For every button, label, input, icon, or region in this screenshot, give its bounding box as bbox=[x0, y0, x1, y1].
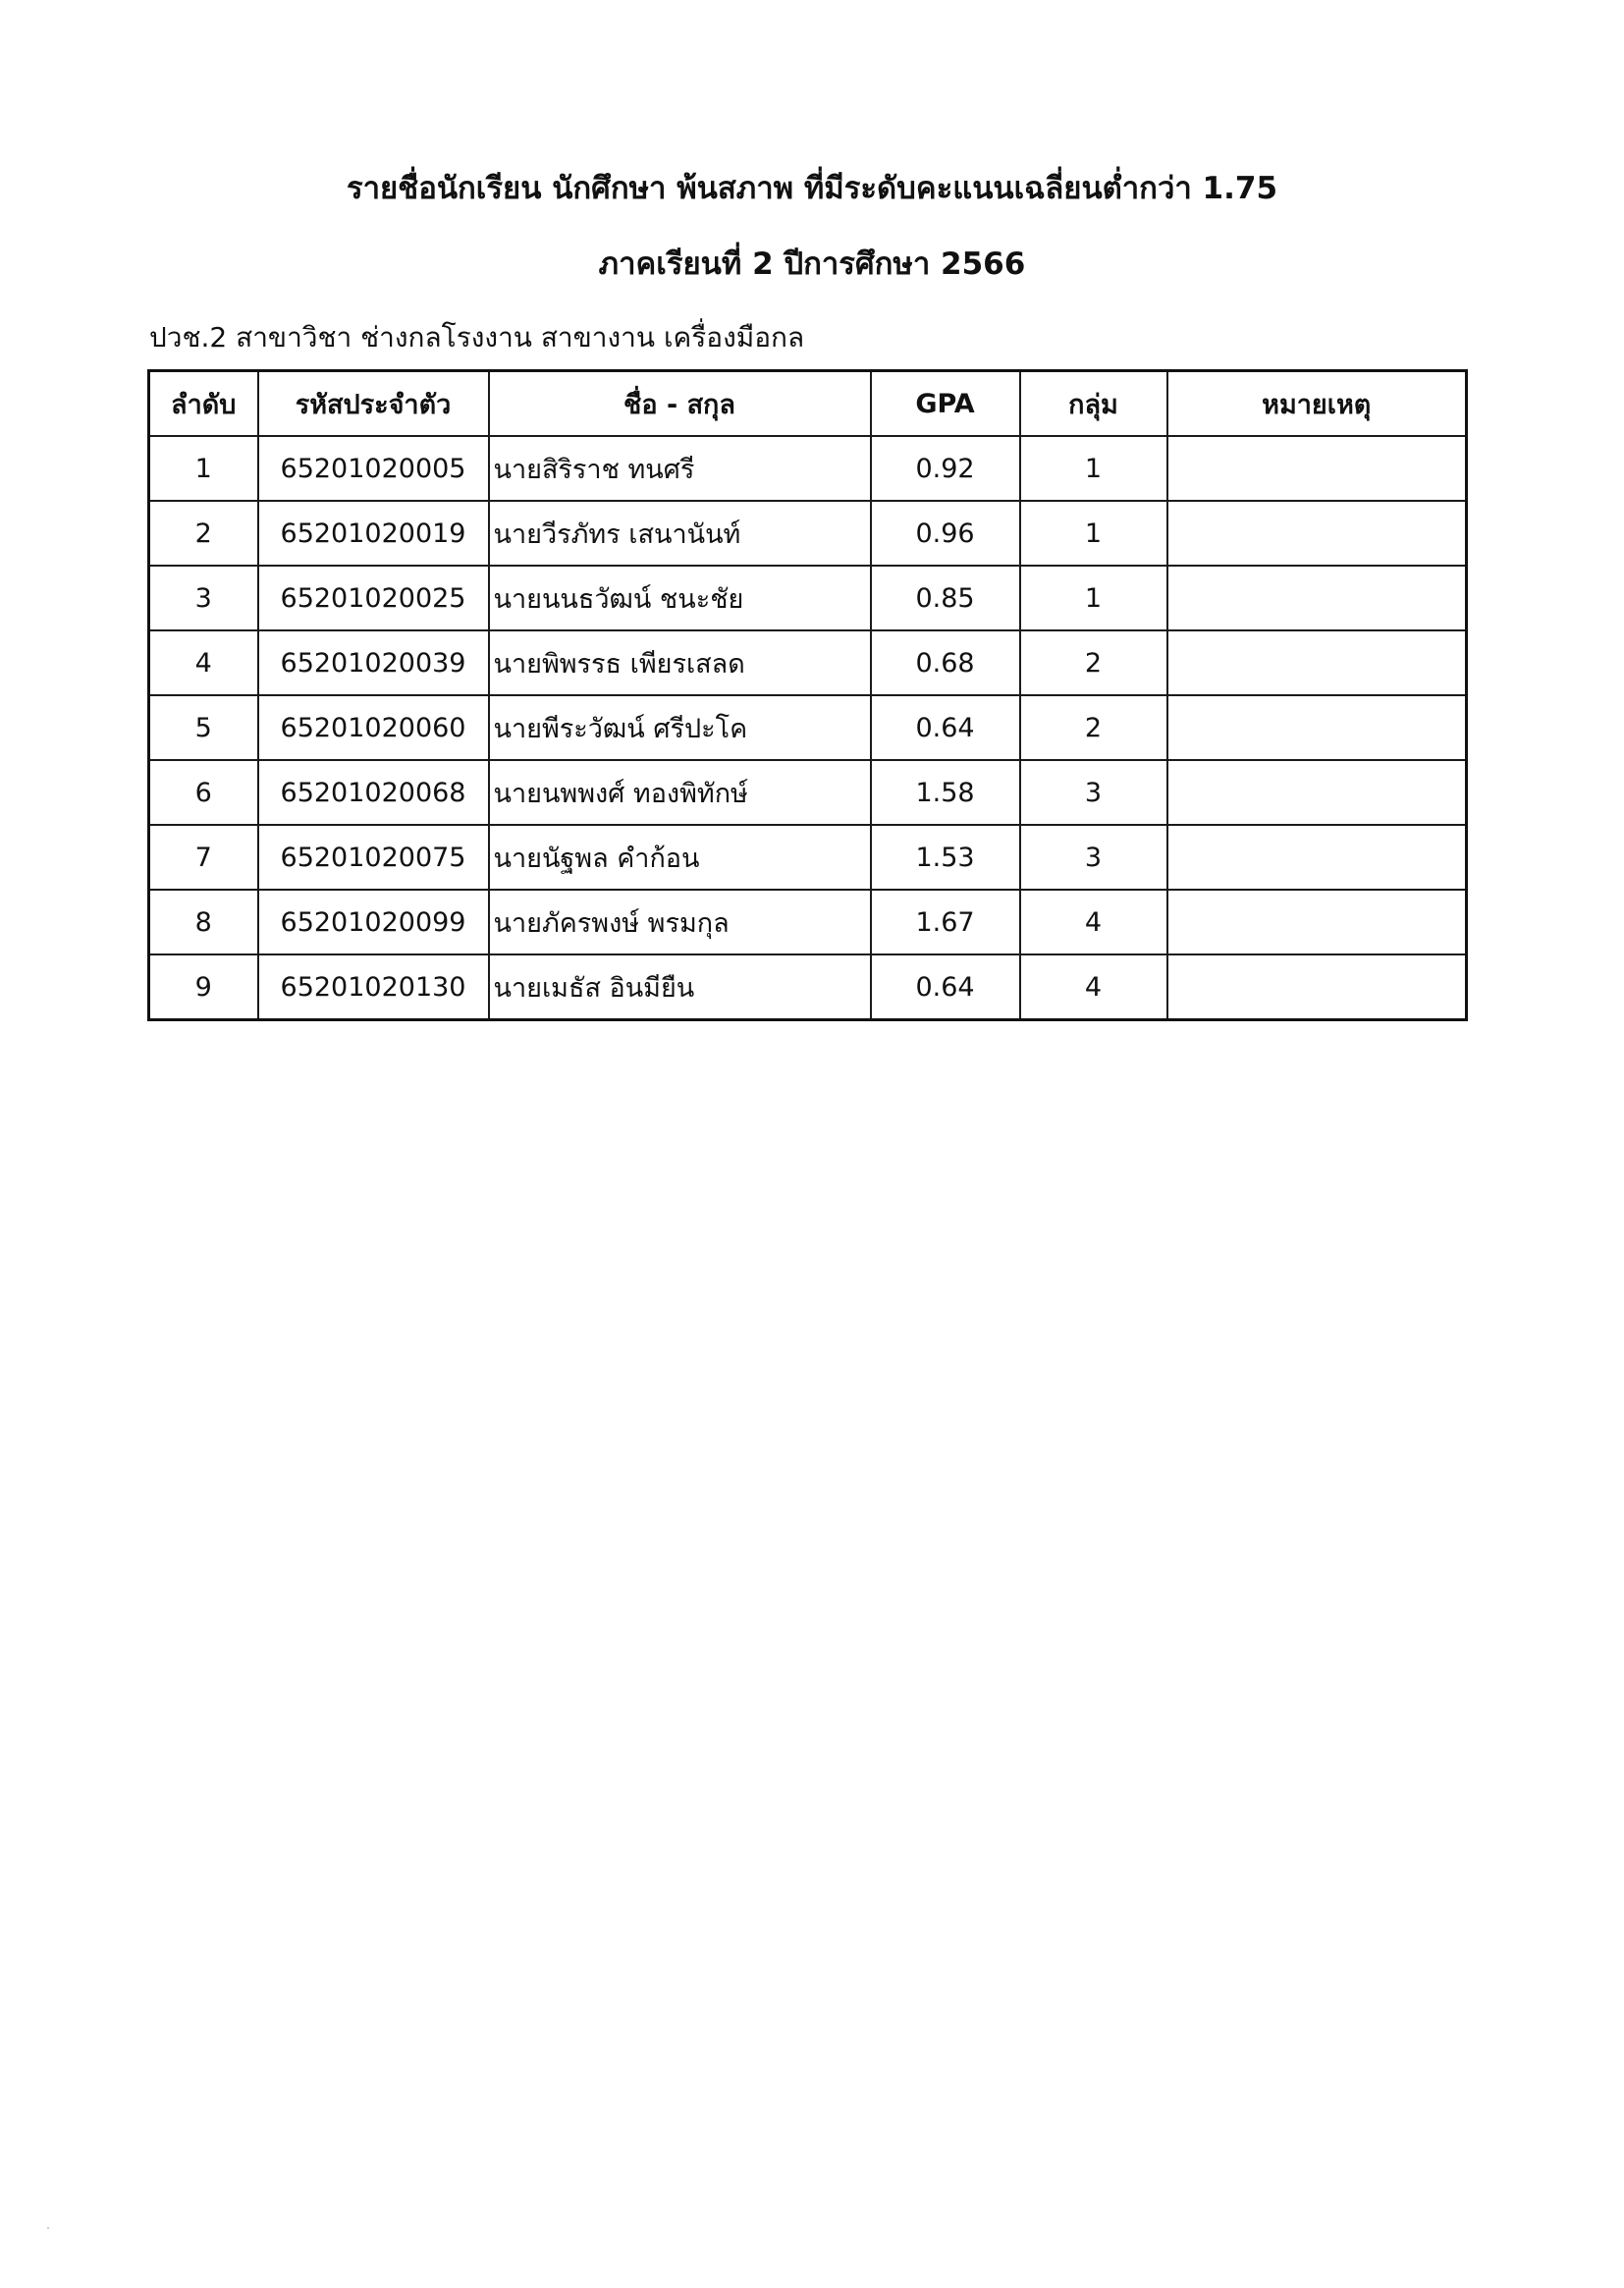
header-gpa: GPA bbox=[871, 371, 1020, 437]
student-gpa-table bbox=[147, 369, 1468, 1021]
table-row bbox=[149, 501, 1467, 566]
table-row bbox=[149, 630, 1467, 695]
table-row bbox=[149, 890, 1467, 954]
cell-group: 1 bbox=[1020, 436, 1167, 501]
cell-student-id: 65201020060 bbox=[258, 695, 489, 760]
cell-student-id: 65201020025 bbox=[258, 566, 489, 630]
cell-gpa: 0.64 bbox=[871, 954, 1020, 1020]
cell-full-name: นายพิพรรธ เพียรเสลด bbox=[489, 630, 871, 695]
cell-group: 3 bbox=[1020, 760, 1167, 825]
table-row bbox=[149, 825, 1467, 890]
table-row bbox=[149, 436, 1467, 501]
cell-gpa: 0.96 bbox=[871, 501, 1020, 566]
cell-student-id: 65201020130 bbox=[258, 954, 489, 1020]
cell-gpa: 1.58 bbox=[871, 760, 1020, 825]
cell-remark bbox=[1167, 760, 1467, 825]
cell-order: 9 bbox=[149, 954, 258, 1020]
cell-gpa: 0.92 bbox=[871, 436, 1020, 501]
header-order: ลำดับ bbox=[149, 371, 258, 437]
table-row bbox=[149, 566, 1467, 630]
cell-remark bbox=[1167, 695, 1467, 760]
cell-order: 1 bbox=[149, 436, 258, 501]
cell-full-name: นายเมธัส อินมียืน bbox=[489, 954, 871, 1020]
cell-group: 2 bbox=[1020, 630, 1167, 695]
cell-full-name: นายวีรภัทร เสนานันท์ bbox=[489, 501, 871, 566]
cell-student-id: 65201020075 bbox=[258, 825, 489, 890]
cell-gpa: 0.85 bbox=[871, 566, 1020, 630]
cell-group: 3 bbox=[1020, 825, 1167, 890]
cell-full-name: นายสิริราช ทนศรี bbox=[489, 436, 871, 501]
cell-order: 6 bbox=[149, 760, 258, 825]
document-subtitle: ภาคเรียนที่ 2 ปีการศึกษา 2566 bbox=[598, 246, 1026, 282]
cell-student-id: 65201020068 bbox=[258, 760, 489, 825]
header-student-id: รหัสประจำตัว bbox=[258, 371, 489, 437]
cell-order: 7 bbox=[149, 825, 258, 890]
cell-order: 3 bbox=[149, 566, 258, 630]
cell-gpa: 1.53 bbox=[871, 825, 1020, 890]
table-header bbox=[149, 371, 1467, 437]
cell-student-id: 65201020099 bbox=[258, 890, 489, 954]
table-row bbox=[149, 695, 1467, 760]
cell-full-name: นายนนธวัฒน์ ชนะชัย bbox=[489, 566, 871, 630]
cell-remark bbox=[1167, 825, 1467, 890]
cell-remark bbox=[1167, 436, 1467, 501]
cell-full-name: นายนพพงศ์ ทองพิทักษ์ bbox=[489, 760, 871, 825]
cell-order: 5 bbox=[149, 695, 258, 760]
cell-group: 4 bbox=[1020, 890, 1167, 954]
header-remark: หมายเหตุ bbox=[1167, 371, 1467, 437]
cell-gpa: 1.67 bbox=[871, 890, 1020, 954]
header-row bbox=[149, 371, 1467, 437]
cell-group: 2 bbox=[1020, 695, 1167, 760]
cell-remark bbox=[1167, 890, 1467, 954]
table-row bbox=[149, 760, 1467, 825]
cell-gpa: 0.68 bbox=[871, 630, 1020, 695]
document-title: รายชื่อนักเรียน นักศึกษา พ้นสภาพ ที่มีระดับคะแนนเฉลี่ยนต่ำกว่า 1.75 bbox=[346, 171, 1278, 206]
cell-remark bbox=[1167, 630, 1467, 695]
header-group: กลุ่ม bbox=[1020, 371, 1167, 437]
cell-student-id: 65201020019 bbox=[258, 501, 489, 566]
cell-order: 2 bbox=[149, 501, 258, 566]
cell-full-name: นายนัฐพล คำก้อน bbox=[489, 825, 871, 890]
header-full-name: ชื่อ - สกุล bbox=[489, 371, 871, 437]
cell-order: 8 bbox=[149, 890, 258, 954]
table-row bbox=[149, 954, 1467, 1020]
cell-remark bbox=[1167, 501, 1467, 566]
cell-remark bbox=[1167, 954, 1467, 1020]
cell-remark bbox=[1167, 566, 1467, 630]
cell-group: 1 bbox=[1020, 566, 1167, 630]
scan-speck bbox=[47, 2227, 49, 2229]
cell-full-name: นายพีระวัฒน์ ศรีปะโค bbox=[489, 695, 871, 760]
cell-order: 4 bbox=[149, 630, 258, 695]
program-heading: ปวช.2 สาขาวิชา ช่างกลโรงงาน สาขางาน เครื่องมือกล bbox=[149, 321, 805, 354]
table-body bbox=[149, 436, 1467, 1020]
cell-group: 1 bbox=[1020, 501, 1167, 566]
cell-student-id: 65201020039 bbox=[258, 630, 489, 695]
cell-gpa: 0.64 bbox=[871, 695, 1020, 760]
cell-student-id: 65201020005 bbox=[258, 436, 489, 501]
cell-group: 4 bbox=[1020, 954, 1167, 1020]
cell-full-name: นายภัครพงษ์ พรมกุล bbox=[489, 890, 871, 954]
